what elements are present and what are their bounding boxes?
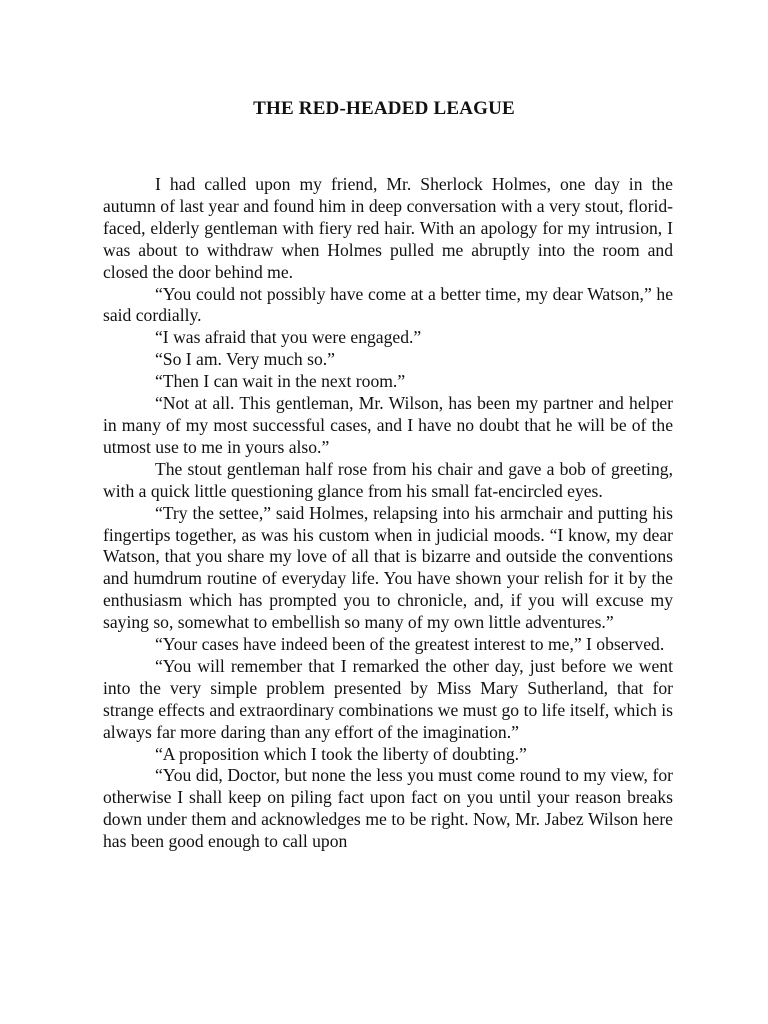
paragraph: “I was afraid that you were engaged.” <box>155 327 422 348</box>
paragraph: “You will remember that I remarked the other day, just before we went into the very simple problem presented by Miss Mary Sutherland, that for strange effects and extraordinary combinations we must go to life itself, which is always far more daring than any effort of the imagination.” <box>103 655 673 742</box>
paragraph: “You could not possibly have come at a better time, my dear Watson,” he said cordially. <box>103 283 673 326</box>
paragraph: The stout gentleman half rose from his chair and gave a bob of greeting, with a quick little questioning glance from his small fat-encircled eyes. <box>103 458 673 501</box>
paragraph: I had called upon my friend, Mr. Sherlock Holmes, one day in the autumn of last year and found him in deep conversation with a very stout, florid-faced, elderly gentleman with fiery red hair. With an apology for my intrusion, I was about to withdraw when Holmes pulled me abruptly into the room and closed the door behind me. <box>103 174 673 282</box>
body-text <box>103 174 673 853</box>
paragraph: “Your cases have indeed been of the greatest interest to me,” I observed. <box>155 634 665 655</box>
paragraph: “Then I can wait in the next room.” <box>155 371 406 392</box>
paragraph: “So I am. Very much so.” <box>155 349 335 370</box>
paragraph: “A proposition which I took the liberty of doubting.” <box>155 743 527 764</box>
paragraph: “Not at all. This gentleman, Mr. Wilson, has been my partner and helper in many of my most successful cases, and I have no doubt that he will be of the utmost use to me in yours also.” <box>103 393 673 457</box>
page-title: THE RED-HEADED LEAGUE <box>253 98 515 119</box>
paragraph: “Try the settee,” said Holmes, relapsing into his armchair and putting his fingertips together, as was his custom when in judicial moods. “I know, my dear Watson, that you share my love of all that is bizarre and outside the conventions and humdrum routine of everyday life. You have shown your relish for it by the enthusiasm which has prompted you to chronicle, and, if you will excuse my saying so, somewhat to embellish so many of my own little adventures.” <box>103 502 673 633</box>
paragraph: “You did, Doctor, but none the less you must come round to my view, for otherwise I shall keep on piling fact upon fact on you until your reason breaks down under them and acknowledges me to be right. Now, Mr. Jabez Wilson here has been good enough to call upon <box>103 765 673 852</box>
